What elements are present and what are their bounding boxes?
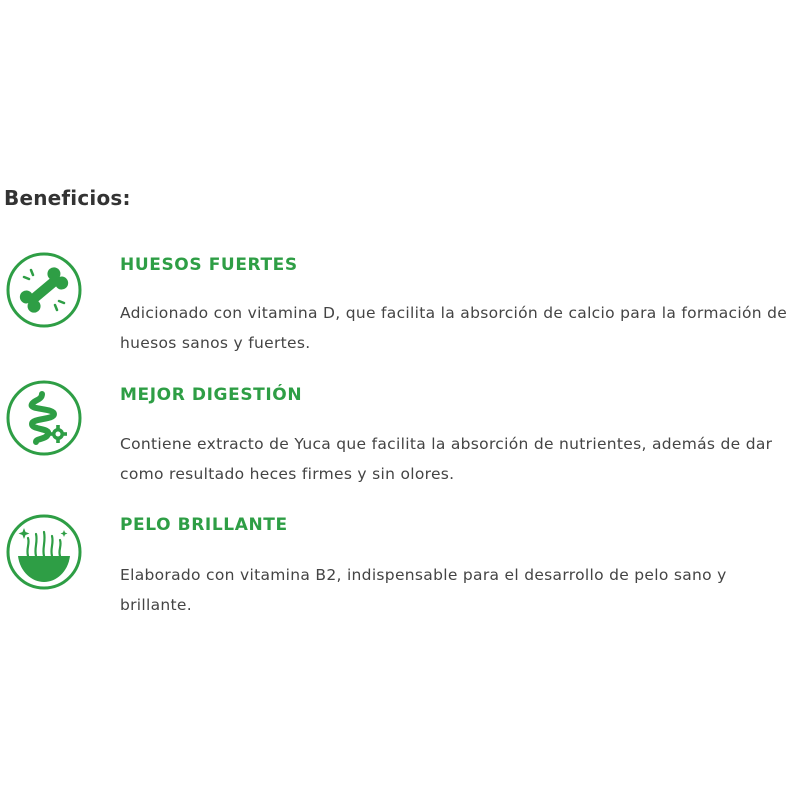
benefit-title: MEJOR DIGESTIÓN (120, 385, 303, 405)
digestion-icon (4, 378, 84, 458)
benefit-description: Elaborado con vitamina B2, indispensable para el desarrollo de pelo sano y brillante. (120, 566, 727, 614)
shiny-hair-icon (4, 512, 84, 592)
benefit-description: Contiene extracto de Yuca que facilita la absorción de nutrientes, además de dar como resultado heces firmes y sin olores. (120, 435, 773, 483)
section-title: Beneficios: (4, 186, 131, 210)
benefit-title: HUESOS FUERTES (120, 255, 298, 275)
bone-icon (4, 250, 84, 330)
benefit-title: PELO BRILLANTE (120, 515, 288, 535)
benefit-description: Adicionado con vitamina D, que facilita la absorción de calcio para la formación de huesos sanos y fuertes. (120, 304, 788, 352)
